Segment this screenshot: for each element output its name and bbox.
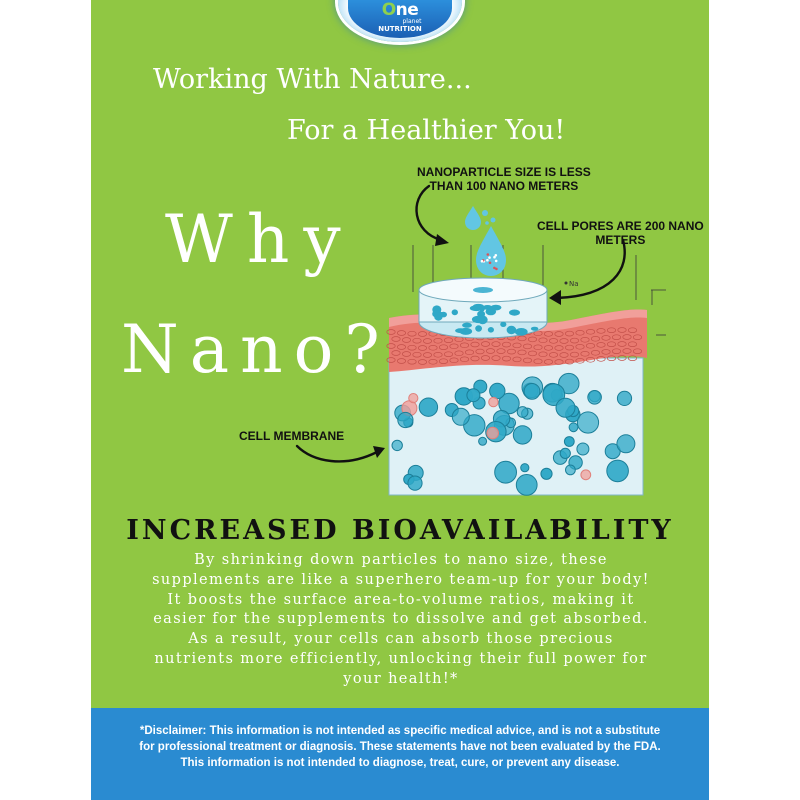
drop-particle [488,256,491,259]
arrow-pores [557,240,625,298]
cell-bubble [566,465,576,475]
cell-bubble [556,398,575,417]
dish-particle [507,326,517,334]
label-nanoparticle-size [417,165,591,193]
cell-bubble [479,437,487,445]
cell-bubble [564,437,574,447]
cell-bubble [495,461,517,483]
cell-bubble [490,383,505,398]
dish-particle [509,310,520,316]
cell-bubble [419,398,437,416]
drop-particle [489,262,492,265]
arrow-nanoparticle [417,186,442,240]
tagline-line-2: For a Healthier You! [287,115,566,146]
cell-bubble [513,426,531,444]
water-drop-small [465,206,481,230]
dish-particle [490,305,501,311]
dish-particle [515,328,528,336]
label-cell-pores [537,219,704,247]
tiny-drop-2 [491,218,496,223]
na-tag-dot [565,282,568,285]
dish-particle [500,322,506,327]
cell-bubble [487,427,499,439]
cell-bubble [541,468,552,479]
tiny-drop-1 [482,210,488,216]
logo-ne: ne [395,0,419,20]
label-pores-line-2: METERS [595,233,646,247]
headline-why: Why [165,201,355,278]
dish-particle [434,313,442,321]
cell-bubble [560,448,570,458]
cell-bubble [524,384,540,400]
logo-o: O [381,0,396,20]
cell-bubble [392,440,402,450]
logo-planet: planet [402,18,422,25]
label-cell-membrane: CELL MEMBRANE [239,429,345,443]
water-drop-large [476,226,506,276]
poster [91,0,709,800]
dish-particle [472,316,485,323]
tiny-drop-3 [485,221,489,225]
dish-particle [488,327,494,333]
cell-bubble [408,476,422,490]
drop-particle [486,259,489,262]
label-nanoparticle-line-1: NANOPARTICLE SIZE IS LESS [417,165,591,179]
section-heading: INCREASED BIOAVAILABILITY [126,515,674,546]
cell-bubble [588,391,602,405]
cell-bubble [398,412,413,427]
tagline-line-1: Working With Nature... [153,64,472,95]
cell-bubble [489,397,498,406]
label-pores-line-1: CELL PORES ARE 200 NANO [537,219,704,233]
disclaimer-text: *Disclaimer: This information is not intended as specific medical advice, and is not a substitute for professional treatment or diagnosis. These statements have not been evaluated by the FDA. This information is not intended to diagnose, treat, cure, or prevent any disease. [139,725,661,769]
cell-bubble [581,470,591,480]
na-tag: Na [569,280,579,288]
dish-particle [531,327,538,331]
dish-particle [452,309,458,315]
cell-bubble [607,460,629,482]
drop-particle [493,267,496,270]
cell-bubble [467,389,480,402]
drop-particle [495,260,498,263]
section-body: By shrinking down particles to nano size, these supplements are like a superhero team-up for your body! It boosts the surface area-to-volume ratios, making it easier for the supplements to dissolve and get absorbed. As a result, your cells can absorb those precious nutrients more efficiently, unlocking their full power for your health!* [152,552,650,687]
cell-bubble [521,464,529,472]
cell-bubble [516,475,537,496]
cell-bubble [452,408,469,425]
drop-particle [487,253,490,256]
logo-nutrition: NUTRITION [378,25,422,33]
drop-particle [481,260,484,263]
cell-bubble [617,391,631,405]
headline-nano: Nano? [121,311,391,388]
cell-bubble [577,443,589,455]
cell-bubble [517,407,528,418]
dish-center [473,287,493,293]
disclaimer-bar [91,708,709,800]
dish-particle [455,328,466,333]
dish-particle [473,304,484,308]
cell-bubble [409,394,418,403]
arrow-membrane [297,446,377,461]
cell-bubble [617,435,635,453]
dish-particle [475,325,482,331]
label-nanoparticle-line-2: THAN 100 NANO METERS [429,179,579,193]
cell-bubble [569,423,578,432]
dish-particle [462,323,472,328]
cell-bubble [577,412,598,433]
drop-particle [495,254,498,257]
